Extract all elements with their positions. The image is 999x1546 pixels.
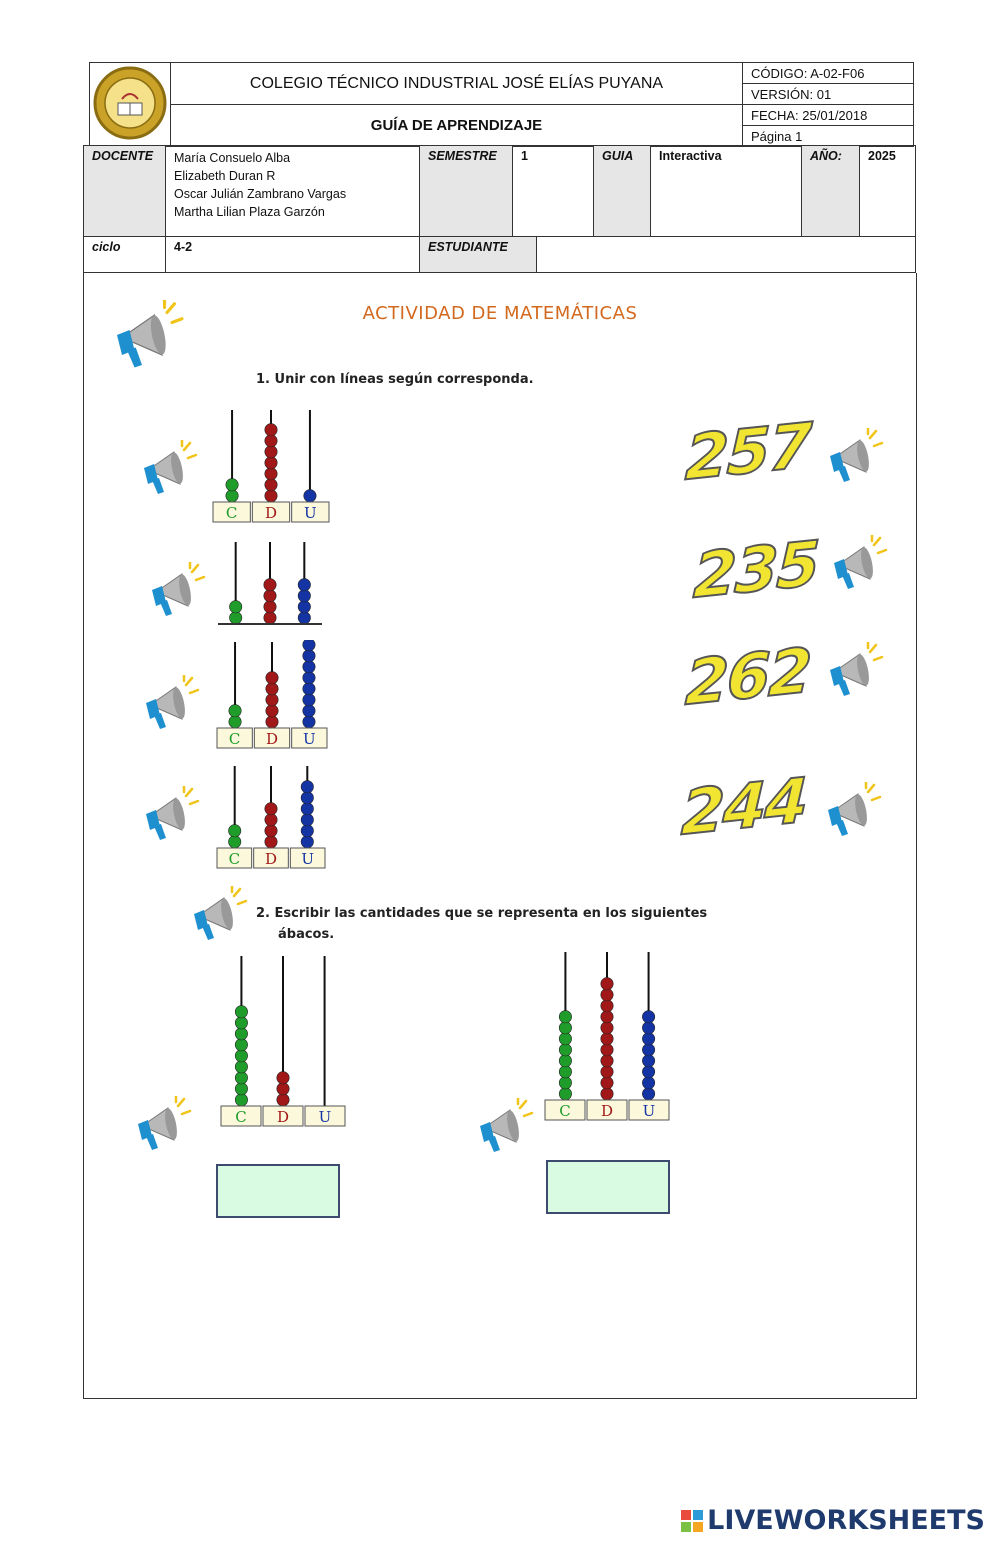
megaphone-icon[interactable] <box>140 440 198 498</box>
codigo: CÓDIGO: A-02-F06 <box>743 63 914 84</box>
school-seal-icon <box>92 65 168 141</box>
ano-label: AÑO: <box>802 146 860 237</box>
place-value-label: D <box>265 730 279 748</box>
abacus <box>216 764 326 870</box>
header-table <box>89 62 914 147</box>
ano-value: 2025 <box>860 146 916 237</box>
abacus-bead <box>301 803 313 815</box>
docente-name: Martha Lilian Plaza Garzón <box>174 205 325 219</box>
answer-box[interactable] <box>546 1160 670 1214</box>
abacus-bead <box>235 1094 247 1106</box>
abacus-bead <box>265 836 277 848</box>
abacus-bead <box>642 1044 654 1056</box>
abacus-bead <box>304 490 316 502</box>
abacus <box>218 540 322 630</box>
abacus-bead <box>264 590 276 602</box>
abacus-bead <box>264 579 276 591</box>
abacus-bead <box>265 803 277 815</box>
abacus-bead <box>277 1072 289 1084</box>
abacus-bead <box>265 468 277 480</box>
abacus-bead <box>265 490 277 502</box>
abacus-bead <box>303 683 315 695</box>
abacus-bead <box>301 781 313 793</box>
abacus <box>220 954 346 1128</box>
place-value-label: D <box>264 504 278 522</box>
abacus-bead <box>601 1022 613 1034</box>
abacus-bead <box>277 1094 289 1106</box>
activity-title: ACTIVIDAD DE MATEMÁTICAS <box>362 303 638 324</box>
info-table <box>83 145 916 237</box>
school-logo <box>90 63 171 147</box>
megaphone-icon[interactable] <box>112 300 185 373</box>
abacus-bead <box>229 836 241 848</box>
abacus-bead <box>264 601 276 613</box>
abacus-bead <box>235 1028 247 1040</box>
abacus-bead <box>601 1044 613 1056</box>
brand-name: LIVEWORKSHEETS <box>707 1505 985 1536</box>
liveworksheets-brand <box>681 1505 985 1536</box>
abacus-bead <box>264 612 276 624</box>
estudiante-label: ESTUDIANTE <box>420 237 537 273</box>
megaphone-icon[interactable] <box>148 562 206 620</box>
megaphone-icon[interactable] <box>826 642 884 700</box>
docente-name: María Consuelo Alba <box>174 151 291 165</box>
ciclo-value: 4-2 <box>166 237 420 273</box>
guia-label: GUIA <box>594 146 651 237</box>
semestre-value: 1 <box>513 146 594 237</box>
abacus-bead <box>301 792 313 804</box>
abacus-bead <box>559 1044 571 1056</box>
place-value-label: D <box>276 1108 290 1126</box>
abacus-bead <box>226 490 238 502</box>
abacus-bead <box>601 1000 613 1012</box>
abacus-bead <box>235 1039 247 1051</box>
abacus-bead <box>266 683 278 695</box>
docente-label: DOCENTE <box>84 146 166 237</box>
abacus-bead <box>642 1066 654 1078</box>
abacus-bead <box>229 705 241 717</box>
megaphone-icon[interactable] <box>826 428 884 486</box>
number-option[interactable]: 235 <box>692 526 820 613</box>
abacus-bead <box>235 1017 247 1029</box>
abacus-bead <box>298 612 310 624</box>
abacus-bead <box>235 1006 247 1018</box>
megaphone-icon[interactable] <box>476 1098 534 1156</box>
abacus-bead <box>642 1077 654 1089</box>
place-value-label: C <box>228 730 241 748</box>
abacus-bead <box>601 1033 613 1045</box>
abacus-bead <box>559 1055 571 1067</box>
abacus-bead <box>229 825 241 837</box>
estudiante-field[interactable] <box>537 237 916 273</box>
megaphone-icon[interactable] <box>134 1096 192 1154</box>
place-value-label: C <box>225 504 238 522</box>
abacus <box>212 408 330 524</box>
abacus-bead <box>559 1066 571 1078</box>
question-1: 1. Unir con líneas según corresponda. <box>256 372 534 387</box>
number-option[interactable]: 257 <box>684 408 812 495</box>
abacus-bead <box>265 479 277 491</box>
school-name: COLEGIO TÉCNICO INDUSTRIAL JOSÉ ELÍAS PUYANA <box>171 63 743 105</box>
abacus-bead <box>266 716 278 728</box>
question-2-line-2: ábacos. <box>278 927 335 942</box>
abacus-bead <box>235 1072 247 1084</box>
ciclo-label: ciclo <box>84 237 166 273</box>
abacus-bead <box>303 716 315 728</box>
abacus-bead <box>601 978 613 990</box>
abacus-bead <box>303 640 315 651</box>
abacus-bead <box>601 1011 613 1023</box>
abacus-bead <box>265 825 277 837</box>
number-option[interactable]: 244 <box>680 763 808 850</box>
place-value-label: U <box>318 1108 332 1126</box>
abacus-bead <box>298 601 310 613</box>
abacus-bead <box>298 579 310 591</box>
question-2-line-1: 2. Escribir las cantidades que se representa en los siguientes <box>256 906 708 921</box>
place-value-label: U <box>303 730 316 748</box>
abacus-bead <box>235 1050 247 1062</box>
abacus-bead <box>265 424 277 436</box>
abacus-bead <box>266 672 278 684</box>
docente-name: Oscar Julián Zambrano Vargas <box>174 187 347 201</box>
abacus-bead <box>226 479 238 491</box>
abacus-bead <box>601 1066 613 1078</box>
abacus-bead <box>303 694 315 706</box>
student-table <box>83 236 916 273</box>
abacus-bead <box>235 1061 247 1073</box>
docentes-cell <box>166 146 420 237</box>
abacus-bead <box>303 650 315 662</box>
abacus-bead <box>266 705 278 717</box>
abacus <box>544 950 670 1122</box>
abacus-bead <box>229 601 241 613</box>
abacus-bead <box>642 1033 654 1045</box>
abacus-bead <box>229 716 241 728</box>
megaphone-icon[interactable] <box>142 786 200 844</box>
abacus-bead <box>601 1088 613 1100</box>
abacus <box>216 640 328 750</box>
place-value-label: C <box>559 1102 571 1120</box>
place-value-label: C <box>228 850 241 868</box>
guia-value: Interactiva <box>651 146 802 237</box>
place-value-label: D <box>264 850 278 868</box>
megaphone-icon[interactable] <box>142 675 200 733</box>
fecha: FECHA: 25/01/2018 <box>743 105 914 126</box>
abacus-bead <box>559 1022 571 1034</box>
abacus-bead <box>266 694 278 706</box>
abacus-bead <box>265 446 277 458</box>
megaphone-icon[interactable] <box>190 886 248 944</box>
document-type: GUÍA DE APRENDIZAJE <box>171 105 743 147</box>
abacus-bead <box>298 590 310 602</box>
abacus-bead <box>303 661 315 673</box>
megaphone-icon[interactable] <box>830 535 888 593</box>
pagina: Página 1 <box>743 126 914 147</box>
abacus-bead <box>601 989 613 1001</box>
abacus-bead <box>559 1033 571 1045</box>
abacus-bead <box>559 1011 571 1023</box>
liveworksheets-logo-icon <box>681 1510 703 1532</box>
abacus-bead <box>559 1088 571 1100</box>
abacus-bead <box>559 1077 571 1089</box>
abacus-bead <box>303 705 315 717</box>
place-value-label: D <box>600 1102 614 1120</box>
abacus-bead <box>301 814 313 826</box>
abacus-bead <box>265 814 277 826</box>
number-option[interactable]: 262 <box>684 633 812 720</box>
abacus-bead <box>303 672 315 684</box>
megaphone-icon[interactable] <box>824 782 882 840</box>
abacus-bead <box>642 1011 654 1023</box>
abacus-bead <box>601 1077 613 1089</box>
version: VERSIÓN: 01 <box>743 84 914 105</box>
abacus-bead <box>235 1083 247 1095</box>
abacus-bead <box>277 1083 289 1095</box>
abacus-bead <box>601 1055 613 1067</box>
place-value-label: U <box>304 504 317 522</box>
place-value-label: U <box>301 850 314 868</box>
abacus-bead <box>642 1022 654 1034</box>
place-value-label: U <box>642 1102 656 1120</box>
docente-name: Elizabeth Duran R <box>174 169 276 183</box>
abacus-bead <box>229 612 241 624</box>
abacus-bead <box>265 435 277 447</box>
abacus-bead <box>642 1055 654 1067</box>
abacus-bead <box>301 825 313 837</box>
answer-box[interactable] <box>216 1164 340 1218</box>
place-value-label: C <box>235 1108 247 1126</box>
abacus-bead <box>265 457 277 469</box>
abacus-bead <box>642 1088 654 1100</box>
semestre-label: SEMESTRE <box>420 146 513 237</box>
abacus-bead <box>301 836 313 848</box>
